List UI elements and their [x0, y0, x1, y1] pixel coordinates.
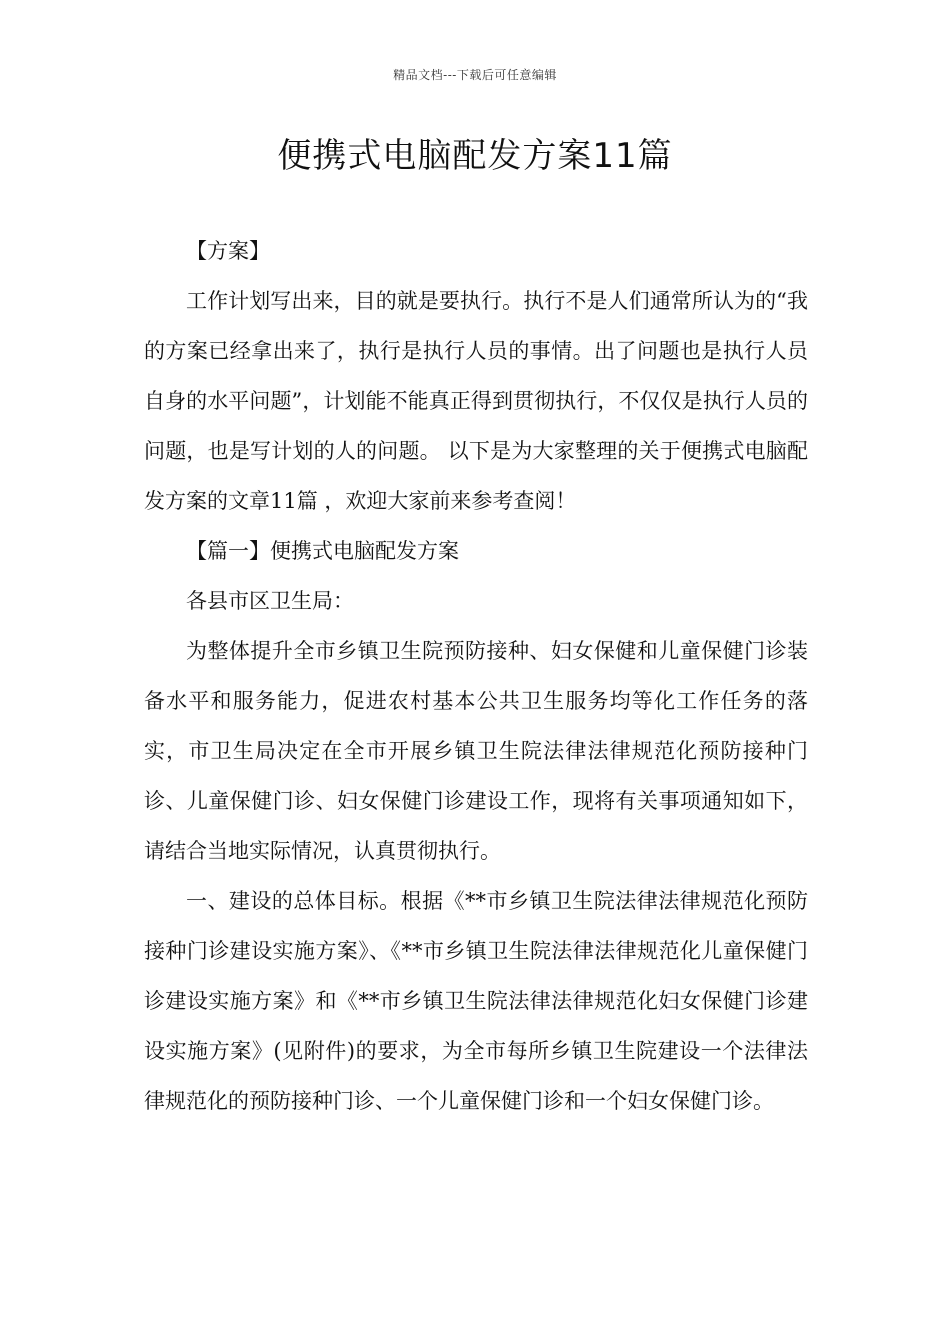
intro-paragraph: 工作计划写出来，目的就是要执行。执行不是人们通常所认为的“我的方案已经拿出来了，执行是执行人员的事情。出了问题也是执行人员自身的水平问题”，计划能不能真正得到贯彻执行，不仅仅是执行人员的问题，也是写计划的人的问题。 以下是为大家整理的关于便携式电脑配发方案的文章11篇 ，欢迎大家前来参考查阅！: [144, 289, 808, 513]
section-label-fangan: 【方案】: [186, 239, 270, 263]
document-title: 便携式电脑配发方案11篇: [277, 136, 673, 176]
header-note: 精品文档---下载后可任意编辑: [393, 68, 557, 82]
chapter-one-heading: 【篇一】便携式电脑配发方案: [186, 539, 459, 563]
salutation: 各县市区卫生局：: [186, 589, 354, 613]
document-body: [144, 226, 808, 1126]
notice-paragraph: 为整体提升全市乡镇卫生院预防接种、妇女保健和儿童保健门诊装备水平和服务能力，促进农村基本公共卫生服务均等化工作任务的落实，市卫生局决定在全市开展乡镇卫生院法律法律规范化预防接种门诊、儿童保健门诊、妇女保健门诊建设工作，现将有关事项通知如下，请结合当地实际情况，认真贯彻执行。: [144, 639, 808, 863]
goal-paragraph: 一、建设的总体目标。根据《**市乡镇卫生院法律法律规范化预防接种门诊建设实施方案》、《**市乡镇卫生院法律法律规范化儿童保健门诊建设实施方案》和《**市乡镇卫生院法律法律规范化妇女保健门诊建设实施方案》(见附件)的要求，为全市每所乡镇卫生院建设一个法律法律规范化的预防接种门诊、一个儿童保健门诊和一个妇女保健门诊。: [144, 889, 808, 1113]
